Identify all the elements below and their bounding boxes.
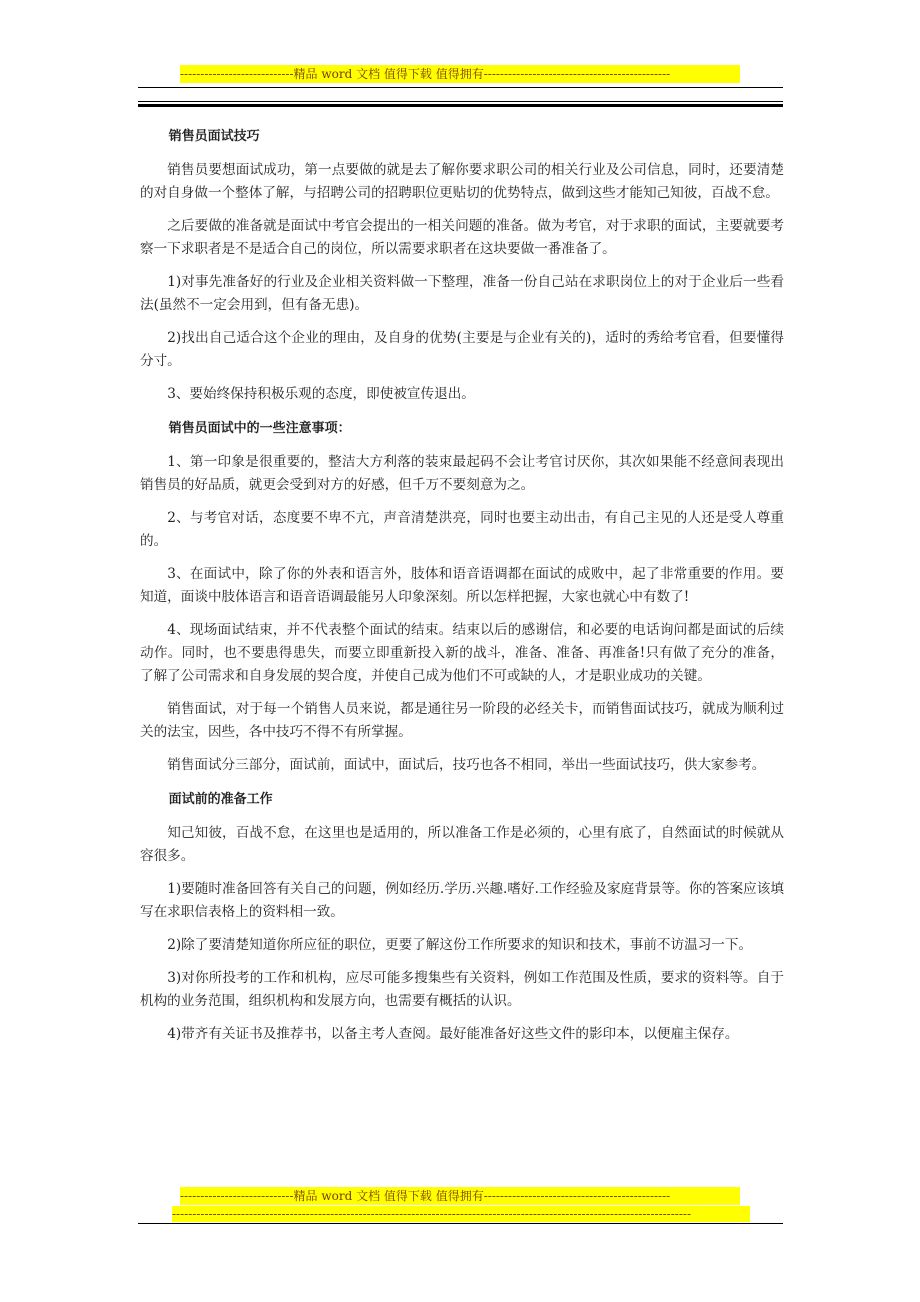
paragraph: 2)找出自己适合这个企业的理由，及自身的优势(主要是与企业有关的)，适时的秀给考官看，但要懂得分寸。 <box>140 330 784 369</box>
paragraph: 2、与考官对话，态度要不卑不亢，声音清楚洪亮，同时也要主动出击，有自己主见的人还是受人尊重的。 <box>140 510 784 549</box>
paragraph: 之后要做的准备就是面试中考官会提出的一相关问题的准备。做为考官，对于求职的面试，主要就要考察一下求职者是不是适合自己的岗位，所以需要求职者在这块要做一番准备了。 <box>140 218 784 257</box>
paragraph: 2)除了要清楚知道你所应征的职位，更要了解这份工作所要求的知识和技术，事前不访温习一下。 <box>167 937 753 953</box>
footer-banner: ----------------------------精品 word 文档 值得下载 值得拥有---------------------------------------------- <box>180 1187 740 1205</box>
paragraph: 3)对你所投考的工作和机构，应尽可能多搜集些有关资料，例如工作范围及性质，要求的资料等。自于机构的业务范围，组织机构和发展方向，也需要有概括的认识。 <box>140 970 784 1009</box>
paragraph: 销售面试，对于每一个销售人员来说，都是通往另一阶段的必经关卡，而销售面试技巧，就成为顺利过关的法宝，因些，各中技巧不得不有所掌握。 <box>140 701 784 740</box>
paragraph: 1)要随时准备回答有关自己的问题，例如经历.学历.兴趣.嗜好.工作经验及家庭背景等。你的答案应该填写在求职信表格上的资料相一致。 <box>140 881 784 920</box>
header-rule-double-top <box>138 101 783 102</box>
paragraph: 销售面试分三部分，面试前，面试中，面试后，技巧也各不相同，举出一些面试技巧，供大家参考。 <box>167 757 766 773</box>
document-body <box>140 124 784 1056</box>
paragraph: 销售员要想面试成功，第一点要做的就是去了解你要求职公司的相关行业及公司信息，同时，还要清楚的对自身做一个整体了解，与招聘公司的招聘职位更贴切的优势特点，做到这些才能知己知彼，百战不怠。 <box>140 162 784 201</box>
paragraph: 4、现场面试结束，并不代表整个面试的结束。结束以后的感谢信，和必要的电话询问都是面试的后续动作。同时，也不要患得患失，而要立即重新投入新的战斗，准备、准备、再准备!只有做了充分的准备，了解了公司需求和自身发展的契合度，并使自己成为他们不可或缺的人，才是职业成功的关键。 <box>140 622 784 684</box>
paragraph: 1、第一印象是很重要的，整洁大方利落的装束最起码不会让考官讨厌你，其次如果能不经意间表现出销售员的好品质，就更会受到对方的好感，但千万不要刻意为之。 <box>140 454 784 493</box>
paragraph: 1)对事先准备好的行业及企业相关资料做一下整理，准备一份自己站在求职岗位上的对于企业后一些看法(虽然不一定会用到，但有备无患)。 <box>140 274 784 313</box>
header-rule-double-bottom <box>138 104 783 107</box>
section-heading: 销售员面试技巧 <box>168 129 260 144</box>
paragraph: 知己知彼，百战不怠，在这里也是适用的，所以准备工作是必须的，心里有底了，自然面试的时候就从容很多。 <box>140 825 784 864</box>
footer-rule <box>138 1223 783 1224</box>
section-heading: 销售员面试中的一些注意事项： <box>168 421 351 436</box>
footer-dash-line: -------------------------------------------------------------------------------------------------------------------------------- <box>172 1206 750 1222</box>
paragraph: 3、在面试中，除了你的外表和语言外，肢体和语音语调都在面试的成败中，起了非常重要的作用。要知道，面谈中肢体语言和语音语调最能另人印象深刻。所以怎样把握，大家也就心中有数了! <box>140 566 784 605</box>
header-banner: ----------------------------精品 word 文档 值得下载 值得拥有---------------------------------------------- <box>180 65 740 83</box>
section-heading: 面试前的准备工作 <box>168 792 273 807</box>
header-rule-thin <box>138 87 783 88</box>
paragraph: 4)带齐有关证书及推荐书，以备主考人查阅。最好能准备好这些文件的影印本，以便雇主保存。 <box>167 1026 739 1042</box>
paragraph: 3、要始终保持积极乐观的态度，即使被宣传退出。 <box>167 386 475 402</box>
